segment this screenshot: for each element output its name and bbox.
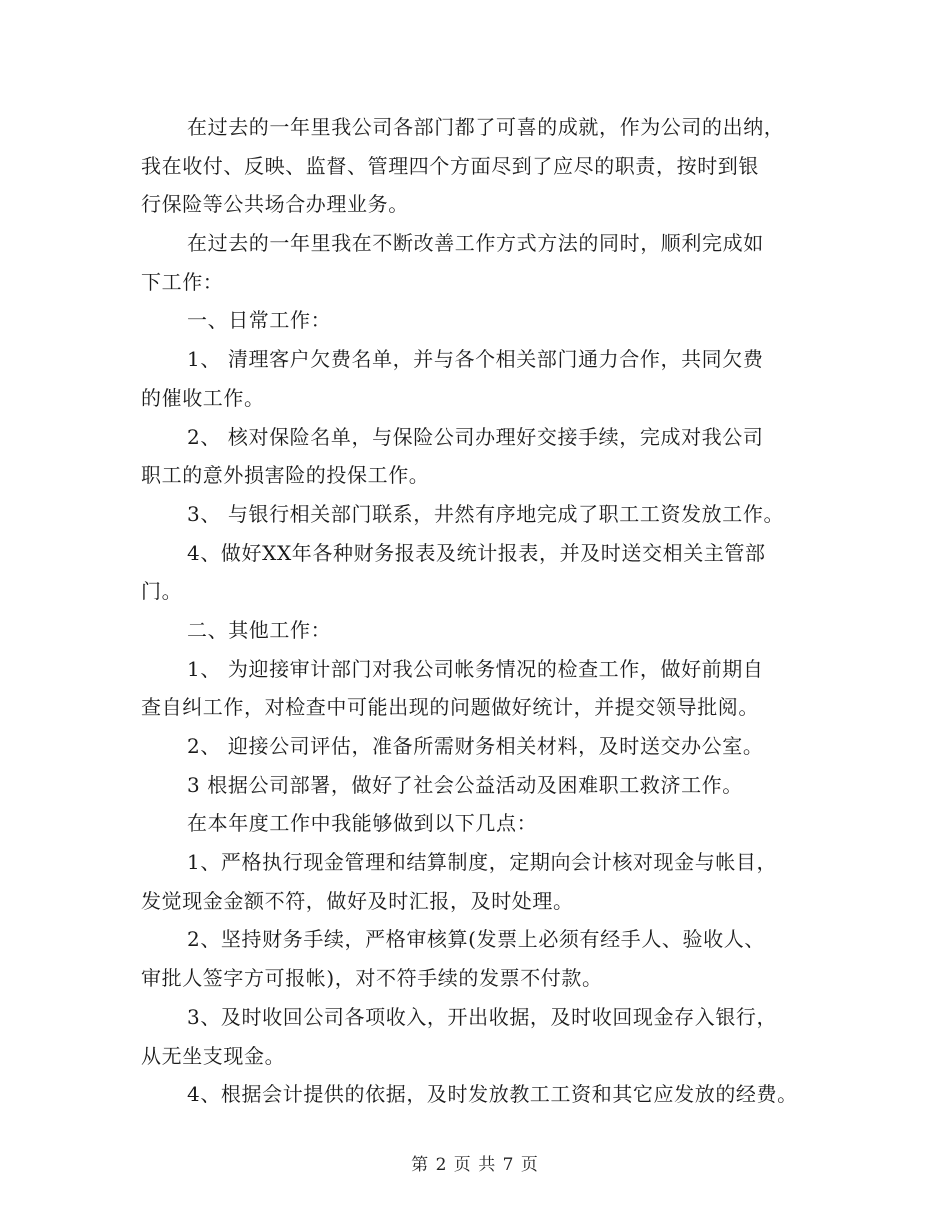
text-line: 2、 核对保险名单，与保险公司办理好交接手续，完成对我公司	[187, 424, 764, 449]
page-number-footer: 第 2 页 共 7 页	[411, 1155, 539, 1175]
text-line: 2、坚持财务手续，严格审核算(发票上必须有经手人、验收人、	[187, 927, 765, 952]
text-line: 3 根据公司部署，做好了社会公益活动及困难职工救济工作。	[187, 772, 743, 797]
text-line: 一、日常工作：	[187, 308, 332, 333]
text-line: 我在收付、反映、监督、管理四个方面尽到了应尽的职责，按时到银	[141, 153, 759, 178]
text-line: 审批人签字方可报帐)，对不符手续的发票不付款。	[141, 966, 603, 991]
text-line: 职工的意外损害险的投保工作。	[141, 463, 430, 488]
text-line: 在过去的一年里我公司各部门都了可喜的成就，作为公司的出纳，	[187, 115, 785, 139]
text-line: 在过去的一年里我在不断改善工作方式方法的同时，顺利完成如	[187, 231, 764, 256]
text-line: 下工作：	[141, 269, 224, 294]
text-line: 1、严格执行现金管理和结算制度，定期向会计核对现金与帐目，	[187, 850, 778, 875]
text-line: 行保险等公共场合办理业务。	[141, 192, 409, 217]
text-line: 4、根据会计提供的依据，及时发放教工工资和其它应发放的经费。	[187, 1082, 798, 1107]
text-line: 二、其他工作：	[187, 617, 332, 642]
document-body	[141, 108, 841, 1114]
text-line: 4、做好XX年各种财务报表及统计报表，并及时送交相关主管部	[187, 540, 766, 565]
text-line: 1、 为迎接审计部门对我公司帐务情况的检查工作，做好前期自	[187, 656, 764, 681]
text-line: 发觉现金金额不符，做好及时汇报，及时处理。	[141, 888, 574, 913]
text-line: 3、 与银行相关部门联系，井然有序地完成了职工工资发放工作。	[187, 501, 785, 526]
text-line: 在本年度工作中我能够做到以下几点：	[187, 811, 538, 836]
text-line: 从无坐支现金。	[141, 1043, 286, 1068]
text-line: 3、及时收回公司各项收入，开出收据，及时收回现金存入银行，	[187, 1004, 778, 1029]
text-line: 1、 清理客户欠费名单，并与各个相关部门通力合作，共同欠费	[187, 347, 764, 372]
text-line: 2、 迎接公司评估，准备所需财务相关材料，及时送交办公室。	[187, 734, 764, 758]
text-line: 门。	[141, 579, 183, 604]
text-line: 的催收工作。	[141, 385, 265, 410]
text-line: 查自纠工作，对检查中可能出现的问题做好统计，并提交领导批阅。	[141, 695, 759, 720]
